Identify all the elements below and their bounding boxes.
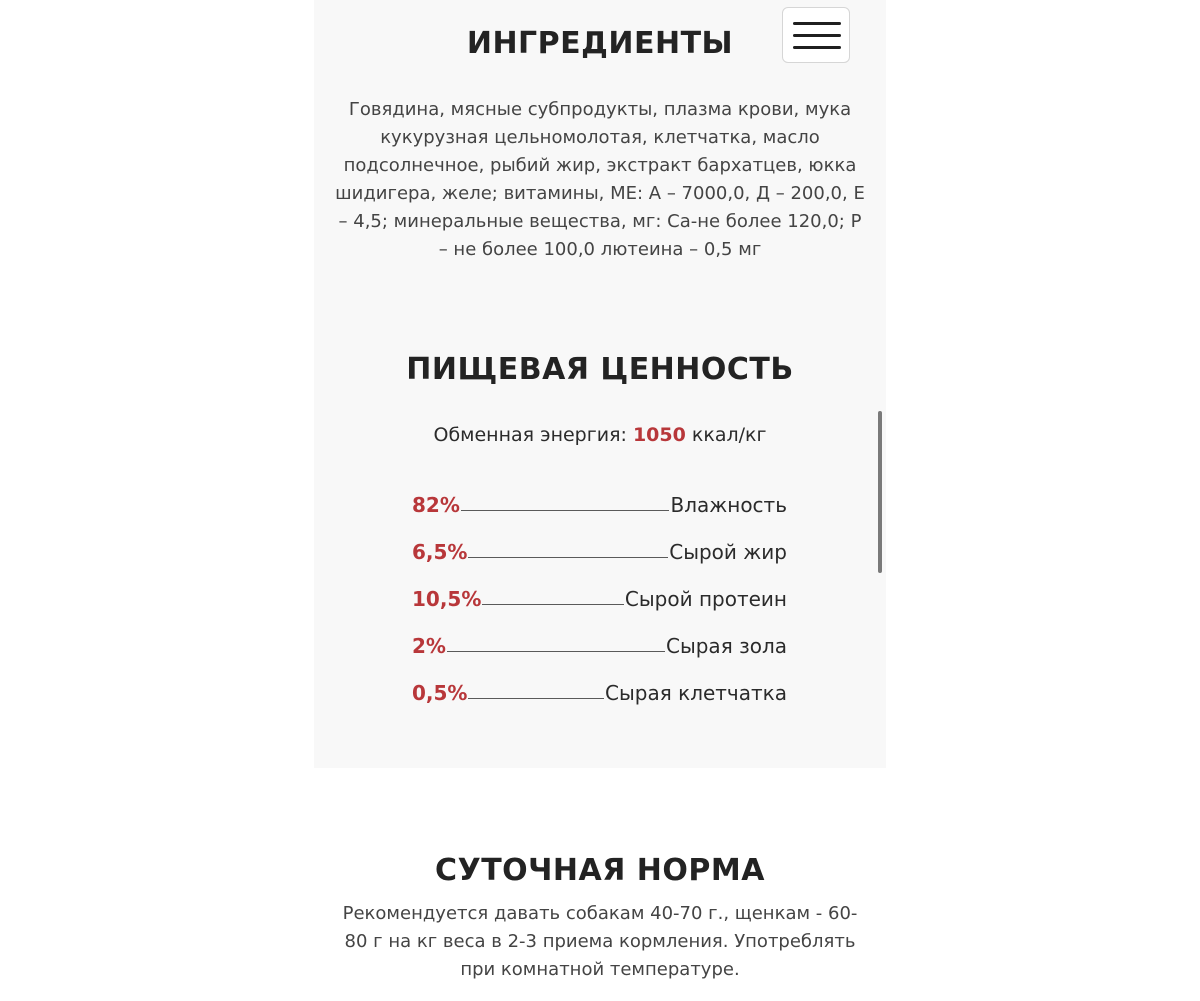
nutrition-value: 82% (412, 493, 460, 517)
nutrition-label: Сырая клетчатка (605, 681, 787, 705)
nutrition-label: Влажность (670, 493, 787, 517)
daily-norm-title: СУТОЧНАЯ НОРМА (435, 853, 765, 888)
energy-unit: ккал/кг (691, 424, 767, 446)
leader-line (482, 604, 624, 605)
leader-line (447, 651, 665, 652)
energy-value: 1050 (632, 424, 686, 446)
leader-line (468, 698, 604, 699)
energy-line (314, 424, 886, 446)
nutrition-value: 2% (412, 634, 446, 658)
leader-line (468, 557, 668, 558)
nutrition-row-moisture (412, 470, 787, 517)
scrollbar-thumb[interactable] (878, 411, 882, 573)
nutrition-row-fiber (412, 658, 787, 705)
ingredients-text: Говядина, мясные субпродукты, плазма крови, мука кукурузная цельномолотая, клетчатка, масло подсолнечное, рыбий жир, экстракт бархатцев, юкка шидигера, желе; витамины, МЕ: А – 7000,0, Д – 200,0, Е – 4,5; минеральные вещества, мг: Са-не более 120,0; Р – не более 100,0 лютеина – 0,5 мг (335, 99, 865, 260)
daily-norm-text: Рекомендуется давать собакам 40-70 г., щенкам - 60-80 г на кг веса в 2-3 приема кормления. Употреблять при комнатной температуре. (342, 903, 858, 980)
nutrition-value: 10,5% (412, 587, 482, 611)
nutrition-value: 0,5% (412, 681, 468, 705)
leader-line (461, 510, 670, 511)
energy-label: Обменная энергия: (433, 424, 627, 446)
nutrition-title: ПИЩЕВАЯ ЦЕННОСТЬ (406, 352, 794, 387)
nutrition-row-ash (412, 611, 787, 658)
nutrition-value: 6,5% (412, 540, 468, 564)
nutrition-label: Сырая зола (665, 634, 787, 658)
nutrition-label: Сырой протеин (624, 587, 787, 611)
hamburger-menu-button[interactable] (782, 7, 850, 63)
nutrition-row-protein (412, 564, 787, 611)
ingredients-title: ИНГРЕДИЕНТЫ (466, 26, 734, 61)
nutrition-row-fat (412, 517, 787, 564)
nutrition-label: Сырой жир (669, 540, 787, 564)
nutrition-list (412, 470, 787, 705)
